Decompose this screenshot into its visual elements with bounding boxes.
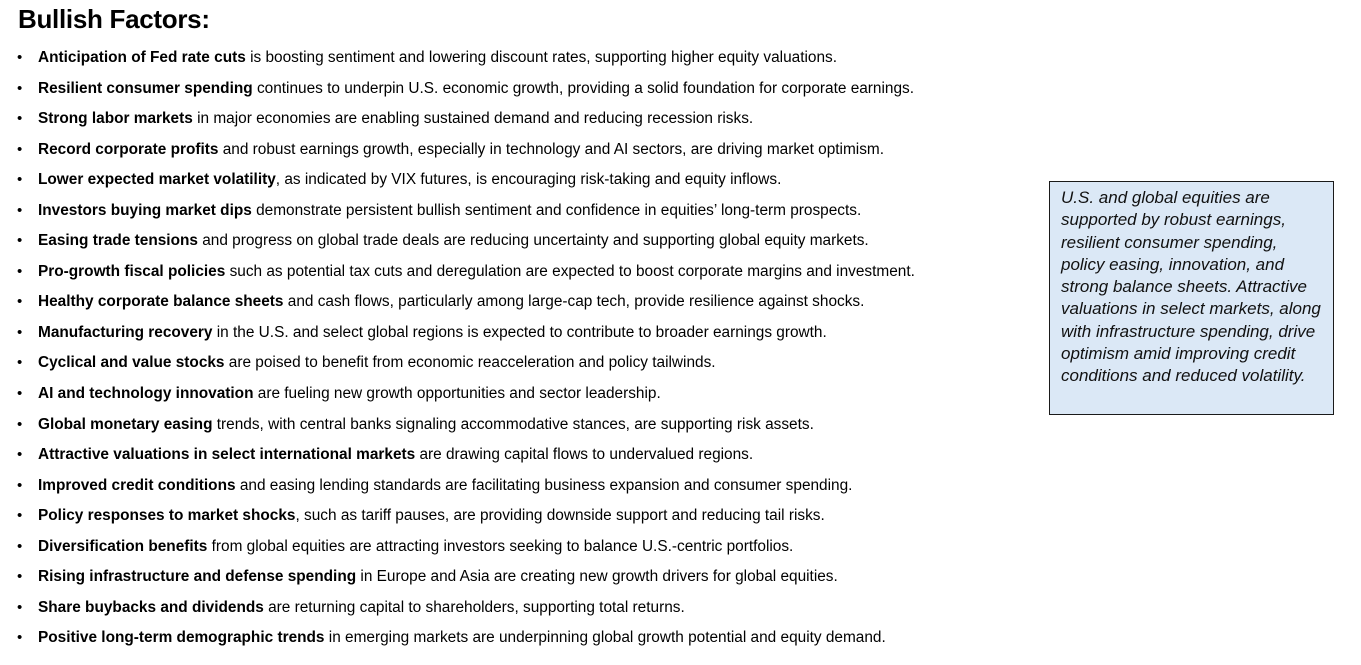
factor-description: are fueling new growth opportunities and sector leadership. <box>253 385 661 403</box>
factor-heading: Lower expected market volatility <box>38 171 276 189</box>
factor-heading: Rising infrastructure and defense spending <box>38 568 357 586</box>
factor-heading: Anticipation of Fed rate cuts <box>38 49 246 66</box>
summary-callout: U.S. and global equities are supported by robust earnings, resilient consumer spending, policy easing, innovation, and strong balance sheets. Attractive valuations in select markets, along with infrastructure spending, drive optimism amid improving credit conditions and reduced volatility. <box>1049 181 1334 415</box>
bullet-icon: • <box>17 598 23 616</box>
factor-heading: Share buybacks and dividends <box>38 598 264 616</box>
list-item <box>18 348 1028 379</box>
factor-description: and cash flows, particularly among large-cap tech, provide resilience against shocks. <box>283 293 865 311</box>
list-item <box>18 593 1028 624</box>
factor-description: in emerging markets are underpinning global growth potential and equity demand. <box>324 629 886 647</box>
factor-description: are returning capital to shareholders, supporting total returns. <box>263 598 685 616</box>
bullet-icon: • <box>17 171 23 189</box>
list-item <box>18 440 1028 471</box>
factor-heading: Diversification benefits <box>38 537 208 555</box>
bullet-icon: • <box>17 201 23 219</box>
factor-description: demonstrate persistent bullish sentiment and confidence in equities’ long-term prospects. <box>251 201 862 219</box>
factor-heading: Improved credit conditions <box>38 476 236 494</box>
factor-heading: Cyclical and value stocks <box>38 354 225 372</box>
bullet-icon: • <box>17 629 23 647</box>
bullet-icon: • <box>17 293 23 311</box>
bullet-icon: • <box>17 232 23 250</box>
bullet-icon: • <box>17 568 23 586</box>
factor-heading: AI and technology innovation <box>38 385 254 403</box>
list-item <box>18 471 1028 502</box>
list-item <box>18 287 1028 318</box>
factor-heading: Investors buying market dips <box>38 201 252 219</box>
list-item <box>18 226 1028 257</box>
list-item <box>18 532 1028 563</box>
factor-description: in the U.S. and select global regions is expected to contribute to broader earnings growth. <box>212 323 827 341</box>
bullet-icon: • <box>17 446 23 464</box>
factor-heading: Manufacturing recovery <box>38 323 213 341</box>
factor-heading: Strong labor markets <box>38 110 193 128</box>
list-item <box>18 623 1028 654</box>
factor-description: in Europe and Asia are creating new growth drivers for global equities. <box>356 568 838 586</box>
factor-description: such as potential tax cuts and deregulation are expected to boost corporate margins and investment. <box>225 262 915 280</box>
factor-heading: Global monetary easing <box>38 415 213 433</box>
factor-heading: Policy responses to market shocks <box>38 507 296 525</box>
factor-heading: Attractive valuations in select international markets <box>38 446 416 464</box>
factor-heading: Record corporate profits <box>38 140 219 158</box>
list-item <box>18 257 1028 288</box>
factor-description: in major economies are enabling sustained demand and reducing recession risks. <box>192 110 754 128</box>
factor-heading: Resilient consumer spending <box>38 79 253 97</box>
factor-heading: Positive long-term demographic trends <box>38 629 325 647</box>
list-item <box>18 410 1028 441</box>
factor-description: is boosting sentiment and lowering discount rates, supporting higher equity valuations. <box>245 49 837 66</box>
factor-description: , as indicated by VIX futures, is encouraging risk-taking and equity inflows. <box>275 171 782 189</box>
bullet-icon: • <box>17 537 23 555</box>
factor-description: continues to underpin U.S. economic growth, providing a solid foundation for corporate earnings. <box>252 79 915 97</box>
list-item <box>18 135 1028 166</box>
bullet-icon: • <box>17 385 23 403</box>
factor-description: , such as tariff pauses, are providing downside support and reducing tail risks. <box>295 507 825 525</box>
bullet-icon: • <box>17 415 23 433</box>
bullish-factor-list <box>18 43 1028 654</box>
list-item <box>18 501 1028 532</box>
list-item <box>18 74 1028 105</box>
bullet-icon: • <box>17 354 23 372</box>
bullet-icon: • <box>17 262 23 280</box>
page-title: Bullish Factors: <box>18 4 210 34</box>
list-item <box>18 165 1028 196</box>
list-item <box>18 318 1028 349</box>
factor-heading: Healthy corporate balance sheets <box>38 293 284 311</box>
list-item <box>18 562 1028 593</box>
list-item <box>18 43 1028 74</box>
factor-description: and robust earnings growth, especially in technology and AI sectors, are driving market optimism. <box>218 140 884 158</box>
factor-description: from global equities are attracting investors seeking to balance U.S.-centric portfolios. <box>207 537 794 555</box>
factor-heading: Pro-growth fiscal policies <box>38 262 226 280</box>
factor-description: are drawing capital flows to undervalued regions. <box>415 446 754 464</box>
factor-description: are poised to benefit from economic reacceleration and policy tailwinds. <box>224 354 716 372</box>
bullet-icon: • <box>17 323 23 341</box>
bullet-icon: • <box>17 79 23 97</box>
list-item <box>18 379 1028 410</box>
bullet-icon: • <box>17 140 23 158</box>
factor-description: and progress on global trade deals are reducing uncertainty and supporting global equity markets. <box>197 232 869 250</box>
bullet-icon: • <box>17 110 23 128</box>
bullet-icon: • <box>17 476 23 494</box>
factor-description: and easing lending standards are facilitating business expansion and consumer spending. <box>235 476 853 494</box>
bullet-icon: • <box>17 507 23 525</box>
factor-description: trends, with central banks signaling accommodative stances, are supporting risk assets. <box>212 415 814 433</box>
list-item <box>18 196 1028 227</box>
factor-heading: Easing trade tensions <box>38 232 198 250</box>
list-item <box>18 104 1028 135</box>
bullet-icon: • <box>17 49 23 66</box>
